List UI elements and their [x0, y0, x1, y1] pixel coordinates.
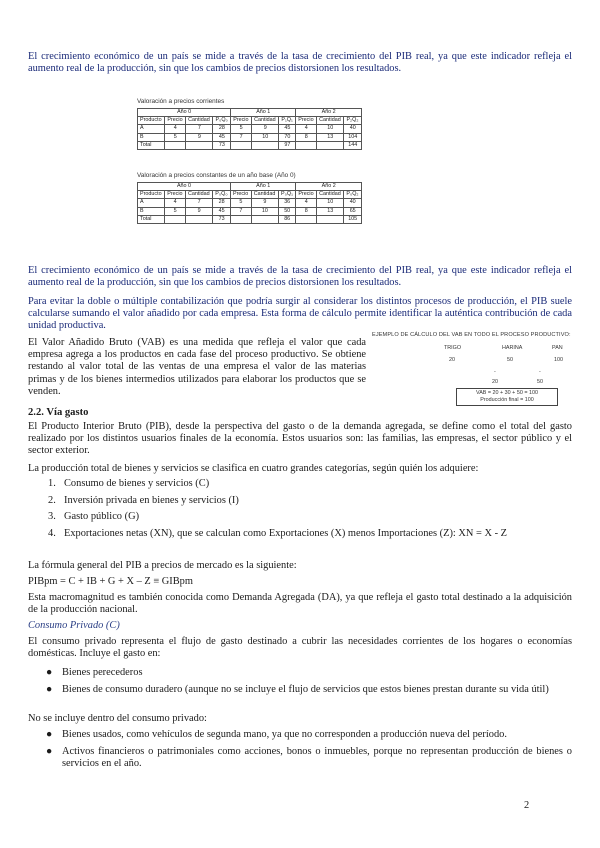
categories-intro: La producción total de bienes y servicios se clasifica en cuatro grandes categorías, según quién los adquiere: [28, 463, 479, 474]
vab-example-caption: EJEMPLO DE CÁLCULO DEL VAB EN TODO EL PROCESO PRODUCTIVO: [372, 332, 571, 338]
excludes-list [28, 729, 572, 775]
table-cell: 45 [279, 125, 296, 133]
vab-paragraph: El Valor Añadido Bruto (VAB) es una medida que refleja el valor que cada empresa agrega a los productos en cada fase del proceso productivo. Se obtiene restando al valor total de las ventas de una empresa el valor de las materias primas y de los bienes intermedios utilizados para elaborar los productos que se venden. [28, 337, 366, 397]
year-header: Año 1 [231, 109, 296, 117]
table-cell [296, 215, 317, 223]
table-header-cell: Precio [231, 117, 252, 125]
table-cell: 4 [296, 199, 317, 207]
table-row [138, 191, 362, 199]
table-cell: 45 [213, 133, 231, 141]
table-cell: 40 [344, 199, 362, 207]
table-cell: 105 [344, 215, 362, 223]
table-cell: B [138, 207, 165, 215]
table-cell [165, 141, 186, 149]
table-header-cell: P₀Q₂ [344, 191, 362, 199]
year-header: Año 0 [138, 109, 231, 117]
table-cell: 144 [344, 141, 362, 149]
table-cell [186, 215, 213, 223]
table-cell: 10 [317, 199, 344, 207]
table-header-cell: P₀Q₀ [213, 117, 231, 125]
formula-intro: La fórmula general del PIB a precios de mercado es la siguiente: [28, 560, 297, 571]
consumption-paragraph: El consumo privado representa el flujo de gasto destinado a cubrir las necesidades corrientes de los hogares o economías domésticas. Incluye el gasto en: [28, 636, 572, 660]
table-row [138, 183, 362, 191]
year-header: Año 0 [138, 183, 231, 191]
list-item [28, 511, 572, 523]
list-number: 1. [48, 478, 56, 489]
table-cell: 9 [186, 133, 213, 141]
table-row [138, 215, 362, 223]
table2-caption: Valoración a precios constantes de un año base (Año 0) [137, 172, 296, 179]
table-cell: B [138, 133, 165, 141]
table-row [138, 109, 362, 117]
year-header: Año 1 [231, 183, 296, 191]
table-cell [231, 141, 252, 149]
vab-example-figure [372, 332, 571, 403]
table-cell: Total [138, 141, 165, 149]
table-header-cell: Cantidad [251, 191, 278, 199]
input-value: 20 [492, 379, 498, 385]
bullet-icon: ● [46, 667, 53, 678]
intro-paragraph: El crecimiento económico de un país se mide a través de la tasa de crecimiento del PIB real, ya que este indicador refleja el aumento real de la producción, sin que los cambios de precios distorsionen los resultados. [28, 51, 572, 75]
stage-label: TRIGO [444, 345, 462, 351]
page-number: 2 [524, 800, 530, 811]
list-number: 3. [48, 511, 56, 523]
table-cell: 97 [279, 141, 296, 149]
table-cell: 4 [165, 125, 186, 133]
list-item [28, 478, 572, 490]
list-item [28, 746, 572, 771]
section-heading: 2.2. Vía gasto [28, 407, 89, 418]
list-item-text: Inversión privada en bienes y servicios (I) [64, 494, 239, 506]
bullet-icon: ● [46, 745, 53, 757]
stage-label: HARINA [502, 345, 523, 351]
table-header-cell: Producto [138, 117, 165, 125]
sale-value: 100 [554, 357, 563, 363]
table-cell [251, 215, 278, 223]
table-header-cell: Cantidad [317, 117, 344, 125]
table-cell: 9 [186, 207, 213, 215]
table-header-cell: Precio [165, 117, 186, 125]
list-item [28, 495, 572, 507]
table-cell: 8 [296, 133, 317, 141]
pib-definition-paragraph: El Producto Interior Bruto (PIB), desde la perspectiva del gasto o de la demanda agregada, se define como el total del gasto realizado por los distintos usuarios finales de la economía. Estos usuarios son: las familias, las empresas, el sector público y el sector exterior. [28, 421, 572, 457]
table-cell: 45 [213, 207, 231, 215]
table-cell: 10 [252, 133, 279, 141]
vab-formula: VAB = 20 + 30 + 50 = 100 [476, 390, 538, 396]
list-item-text: Exportaciones netas (XN), que se calculan como Exportaciones (X) menos Importaciones (Z): XN = X - Z [64, 528, 507, 540]
list-item [28, 528, 572, 540]
table-cell [252, 141, 279, 149]
table-cell: 50 [279, 207, 296, 215]
table-header-cell: P₀Q₀ [213, 191, 231, 199]
list-item [28, 729, 572, 741]
table-cell: 65 [344, 207, 362, 215]
table-cell: 5 [231, 199, 252, 207]
list-item-text: Activos financieros o patrimoniales como acciones, bonos o inmuebles, porque no representan producción de bienes o servicios en el año. [62, 745, 572, 769]
table-row [138, 141, 362, 149]
table-cell [317, 141, 344, 149]
table-cell: 73 [213, 215, 231, 223]
table-header-cell: Cantidad [186, 191, 213, 199]
list-item [28, 667, 572, 679]
list-number: 4. [48, 528, 56, 540]
table-header-cell: P₁Q₁ [279, 117, 296, 125]
table-cell: 7 [186, 199, 213, 207]
table-header-cell: Producto [138, 191, 165, 199]
table-cell: 10 [251, 207, 278, 215]
year-header: Año 2 [296, 183, 362, 191]
subsection-heading: Consumo Privado (C) [28, 620, 120, 631]
table-cell: 70 [279, 133, 296, 141]
table-cell: A [138, 125, 165, 133]
table-cell: 5 [165, 133, 186, 141]
includes-list [28, 667, 572, 700]
list-item-text: Bienes de consumo duradero (aunque no se incluye el flujo de servicios que estos bienes prestan durante su vida útil) [62, 683, 549, 695]
vab-result-box [456, 388, 558, 406]
table-cell: 8 [296, 207, 317, 215]
table-header-cell: Precio [165, 191, 186, 199]
table-cell [231, 215, 252, 223]
table-row [138, 199, 362, 207]
growth-paragraph: El crecimiento económico de un país se mide a través de la tasa de crecimiento del PIB real, ya que este indicador refleja el aumento real de la producción, sin que los cambios de precios distorsionen los resultados. [28, 265, 572, 289]
demand-paragraph: Esta macromagnitud es también conocida como Demanda Agregada (DA), ya que refleja el gasto total destinado a la adquisición de la producción nacional. [28, 592, 572, 616]
table-cell: A [138, 199, 165, 207]
table-row [138, 125, 362, 133]
table-header-cell: Precio [296, 117, 317, 125]
table-cell: 28 [213, 199, 231, 207]
table-cell: 13 [317, 207, 344, 215]
pib-formula: PIBpm = C + IB + G + X – Z ≡ GIBpm [28, 576, 193, 587]
list-item-text: Bienes perecederos [62, 667, 143, 678]
table-cell: 5 [231, 125, 252, 133]
table-current-prices [137, 108, 362, 150]
table-header-cell: Cantidad [317, 191, 344, 199]
minus-sign: - [494, 369, 496, 375]
table-cell: 104 [344, 133, 362, 141]
list-item-text: Bienes usados, como vehículos de segunda mano, ya que no corresponden a producción nueva del período. [62, 729, 507, 740]
table-header-cell: Precio [296, 191, 317, 199]
table-cell: 7 [231, 207, 252, 215]
table-header-cell: Cantidad [252, 117, 279, 125]
table-cell: 9 [251, 199, 278, 207]
table-cell: 5 [165, 207, 186, 215]
table-cell [165, 215, 186, 223]
table-cell: 13 [317, 133, 344, 141]
table-cell: 86 [279, 215, 296, 223]
table-cell [296, 141, 317, 149]
minus-sign: - [539, 369, 541, 375]
sale-value: 20 [449, 357, 455, 363]
table-cell: 28 [213, 125, 231, 133]
final-production: Producción final = 100 [480, 397, 534, 403]
table-cell: 9 [252, 125, 279, 133]
list-item-text: Gasto público (G) [64, 511, 140, 523]
table-cell: 7 [231, 133, 252, 141]
input-value: 50 [537, 379, 543, 385]
table-row [138, 207, 362, 215]
table-cell: Total [138, 215, 165, 223]
bullet-icon: ● [46, 729, 53, 740]
table-header-cell: Cantidad [186, 117, 213, 125]
table-constant-prices [137, 182, 362, 224]
sale-value: 50 [507, 357, 513, 363]
table-header-cell: P₂Q₂ [344, 117, 362, 125]
table-cell: 40 [344, 125, 362, 133]
stage-label: PAN [552, 345, 563, 351]
table-header-cell: P₀Q₁ [279, 191, 296, 199]
table-row [138, 133, 362, 141]
list-number: 2. [48, 494, 56, 506]
bullet-icon: ● [46, 683, 53, 695]
categories-list [28, 478, 572, 545]
table-cell: 4 [165, 199, 186, 207]
double-counting-paragraph: Para evitar la doble o múltiple contabilización que podría surgir al considerar los distintos procesos de producción, el PIB suele calcularse sumando el valor añadido por cada empresa. Esta forma de cálculo permite identificar la auténtica contribución de cada unidad productiva. [28, 296, 572, 332]
list-item-text: Consumo de bienes y servicios (C) [64, 478, 210, 489]
list-item [28, 684, 572, 696]
table-row [138, 117, 362, 125]
table-cell: 73 [213, 141, 231, 149]
table-cell [186, 141, 213, 149]
table-cell: 10 [317, 125, 344, 133]
table1-caption: Valoración a precios corrientes [137, 98, 225, 105]
table-cell: 7 [186, 125, 213, 133]
table-cell: 4 [296, 125, 317, 133]
table-header-cell: Precio [231, 191, 252, 199]
year-header: Año 2 [296, 109, 362, 117]
table-cell [317, 215, 344, 223]
table-cell: 36 [279, 199, 296, 207]
excludes-intro: No se incluye dentro del consumo privado: [28, 713, 207, 724]
